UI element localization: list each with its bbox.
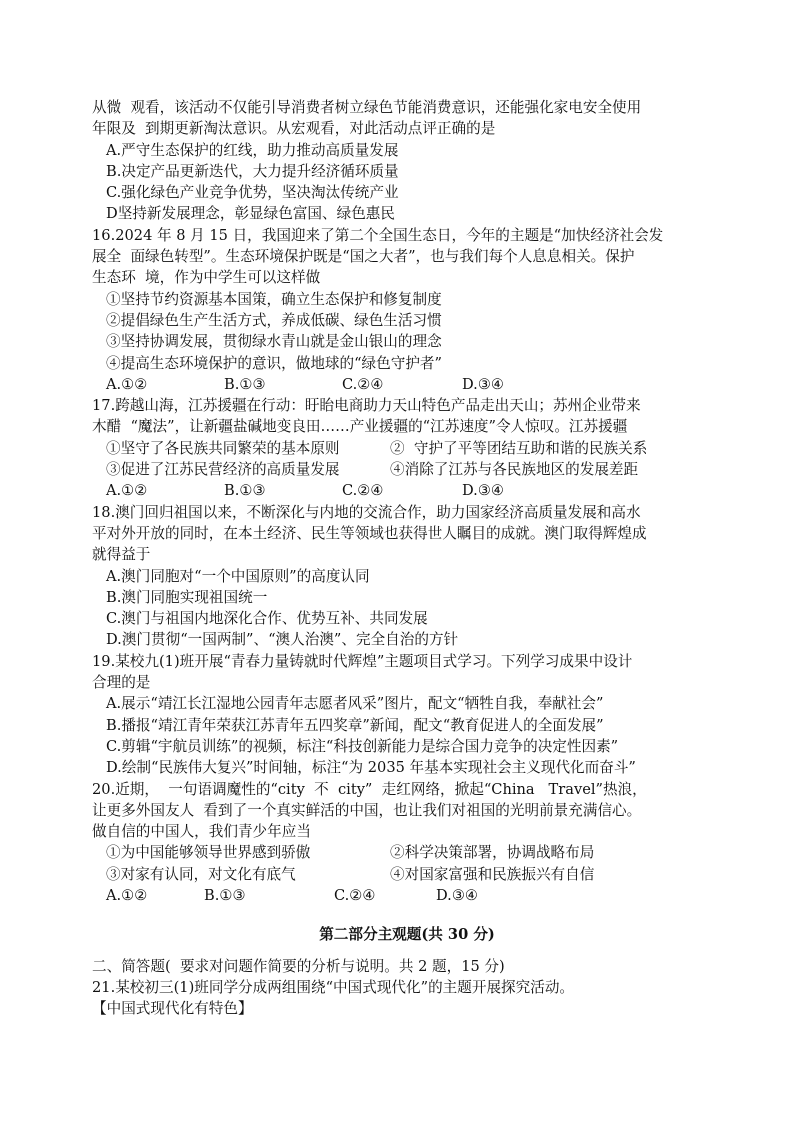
question-17 xyxy=(92,395,712,501)
option-c: C.剪辑“宇航员训练”的视频，标注“科技创新能力是综合国力竞争的决定性因素” xyxy=(106,737,619,755)
statement-row xyxy=(92,459,712,480)
question-21-stem: 21.某校初三(1)班同学分成两组围绕“中国式现代化”的主题开展探究活动。 xyxy=(92,978,575,996)
question-stem: 17.跨越山海，江苏援疆在行动：盱眙电商助力天山特色产品走出天山；苏州企业带来 xyxy=(92,397,641,415)
question-15 xyxy=(92,97,712,225)
choice-b: B.①③ xyxy=(224,482,266,500)
section-heading: 二、简答题( 要求对问题作简要的分析与说明。共 2 题，15 分) xyxy=(92,957,505,975)
choice-row xyxy=(92,374,712,395)
choice-c: C.②④ xyxy=(334,886,376,904)
question-stem: 年限及 到期更新淘汰意识。从宏观看，对此活动点评正确的是 xyxy=(92,120,496,138)
statement-1: ①坚守了各民族共同繁荣的基本原则 xyxy=(106,439,340,457)
option-b: B.决定产品更新迭代，大力提升经济循环质量 xyxy=(106,162,399,180)
question-20 xyxy=(92,779,712,907)
question-stem: 展全 面绿色转型”。生态环境保护既是“国之大者”，也与我们每个人息息相关。保护 xyxy=(92,248,635,266)
question-stem: 做自信的中国人，我们青少年应当 xyxy=(92,823,311,841)
option-c: C.澳门与祖国内地深化合作、优势互补、共同发展 xyxy=(106,610,428,628)
exam-page xyxy=(92,97,712,1019)
statement-4: ④对国家富强和民族振兴有自信 xyxy=(390,865,595,883)
statement-3: ③对家有认同，对文化有底气 xyxy=(106,865,296,883)
question-stem: 18.澳门回归祖国以来，不断深化与内地的交流合作，助力国家经济高质量发展和高水 xyxy=(92,503,641,521)
option-d: D.澳门贯彻“一国两制”、“澳人治澳”、完全自治的方针 xyxy=(106,631,459,649)
option-b: B.播报“靖江青年荣获江苏青年五四奖章”新闻，配文“教育促进人的全面发展” xyxy=(106,716,604,734)
choice-d: D.③④ xyxy=(462,375,504,393)
option-a: A.严守生态保护的红线，助力推动高质量发展 xyxy=(106,141,399,159)
question-stem: 生态环 境，作为中学生可以这样做 xyxy=(92,269,321,287)
question-16 xyxy=(92,225,712,395)
statement-3: ③坚持协调发展，贯彻绿水青山就是金山银山的理念 xyxy=(106,333,442,351)
question-stem: 木醋 “魔法”，让新疆盐碱地变良田……产业援疆的“江苏速度”令人惊叹。江苏援疆 xyxy=(92,418,628,436)
part-title: 第二部分主观题(共 30 分) xyxy=(319,926,495,944)
option-d: D.绘制“民族伟大复兴”时间轴，标注“为 2035 年基本实现社会主义现代化而奋斗” xyxy=(106,759,636,777)
choice-b: B.①③ xyxy=(204,886,246,904)
question-stem: 平对外开放的同时，在本土经济、民生等领域也获得世人瞩目的成就。澳门取得辉煌成 xyxy=(92,524,647,542)
choice-c: C.②④ xyxy=(342,482,384,500)
statement-row xyxy=(92,438,712,459)
option-a: A.展示“靖江长江湿地公园青年志愿者风采”图片，配文“牺牲自我，奉献社会” xyxy=(106,695,604,713)
question-stem: 从微 观看，该活动不仅能引导消费者树立绿色节能消费意识，还能强化家电安全使用 xyxy=(92,99,642,116)
question-18 xyxy=(92,502,712,651)
option-c: C.强化绿色产业竞争优势，坚决淘汰传统产业 xyxy=(106,184,399,202)
choice-d: D.③④ xyxy=(436,886,478,904)
choice-b: B.①③ xyxy=(224,375,266,393)
choice-d: D.③④ xyxy=(462,482,504,500)
choice-row xyxy=(92,885,712,906)
statement-2: ②科学决策部署，协调战略布局 xyxy=(390,844,595,862)
statement-1: ①坚持节约资源基本国策，确立生态保护和修复制度 xyxy=(106,290,442,308)
option-a: A.澳门同胞对“一个中国原则”的高度认同 xyxy=(106,567,370,585)
statement-row xyxy=(92,864,712,885)
choice-row xyxy=(92,480,712,501)
question-stem: 就得益于 xyxy=(92,546,151,564)
subsection-tag: 【中国式现代化有特色】 xyxy=(92,1000,253,1018)
question-stem: 16.2024 年 8 月 15 日，我国迎来了第二个全国生态日，今年的主题是“加快经济社会发 xyxy=(92,226,664,244)
statement-1: ①为中国能够领导世界感到骄傲 xyxy=(106,844,311,862)
question-stem: 19.某校九(1)班开展“青春力量铸就时代辉煌”主题项目式学习。下列学习成果中设计 xyxy=(92,652,633,670)
question-stem: 合理的是 xyxy=(92,674,151,692)
statement-3: ③促进了江苏民营经济的高质量发展 xyxy=(106,461,340,479)
choice-a: A.①② xyxy=(106,375,148,393)
statement-row xyxy=(92,842,712,863)
statement-2: ②提倡绿色生产生活方式，养成低碳、绿色生活习惯 xyxy=(106,311,442,329)
option-d: D坚持新发展理念，彰显绿色富国、绿色惠民 xyxy=(106,205,395,223)
statement-4: ④消除了江苏与各民族地区的发展差距 xyxy=(390,461,639,479)
choice-a: A.①② xyxy=(106,482,148,500)
option-b: B.澳门同胞实现祖国统一 xyxy=(106,588,268,606)
choice-a: A.①② xyxy=(106,886,148,904)
choice-c: C.②④ xyxy=(342,375,384,393)
statement-2: ② 守护了平等团结互助和谐的民族关系 xyxy=(390,439,648,457)
question-stem: 20.近期， 一句语调魔性的“city 不 city” 走红网络，掀起“China Travel”热浪， xyxy=(92,780,647,798)
question-19 xyxy=(92,651,712,779)
statement-4: ④提高生态环境保护的意识，做地球的“绿色守护者” xyxy=(106,354,442,372)
question-stem: 让更多外国友人 看到了一个真实鲜活的中国，也让我们对祖国的光明前景充满信心。 xyxy=(92,801,642,819)
